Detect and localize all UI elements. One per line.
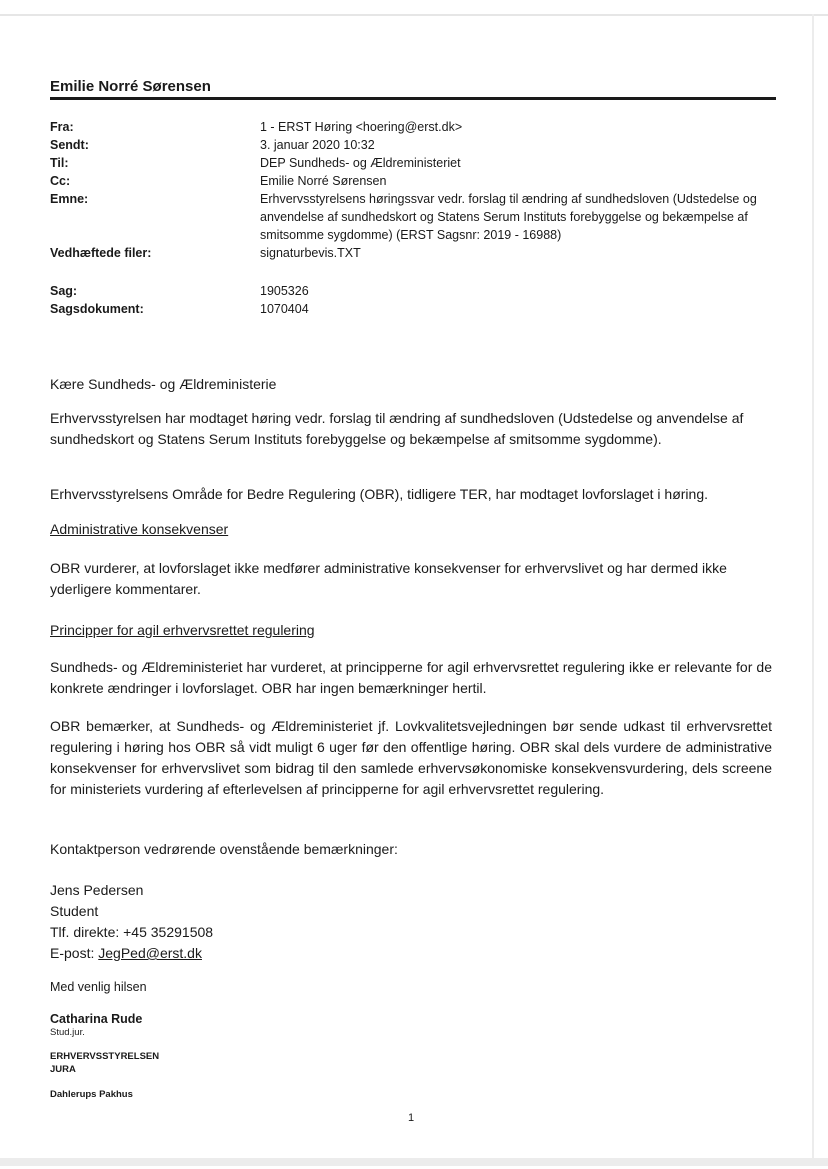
cc-label: Cc:: [50, 174, 71, 188]
meta-row-to: [50, 154, 780, 172]
subject-label: Emne:: [50, 192, 89, 206]
contact-email-line: [50, 943, 772, 964]
contact-email-link[interactable]: JegPed@erst.dk: [98, 945, 202, 961]
contact-block: [50, 880, 772, 964]
meta-row-attachments: [50, 244, 780, 262]
casedoc-value: 1070404: [260, 302, 309, 316]
case-label: Sag:: [50, 284, 78, 298]
scan-edge-right: [812, 14, 814, 1164]
meta-row-subject: [50, 190, 780, 244]
scan-edge-top: [0, 14, 828, 16]
header-name: Emilie Norré Sørensen: [50, 78, 211, 95]
contact-intro: Kontaktperson vedrørende ovenstående bemærkninger:: [50, 841, 398, 857]
paragraph-administrative: OBR vurderer, at lovforslaget ikke medfører administrative konsekvenser for erhvervslivet og har dermed ikke yderligere kommentarer.: [50, 560, 727, 597]
signature-org: ERHVERVSSTYRELSEN: [50, 1051, 160, 1062]
paragraph-intro: Erhvervsstyrelsen har modtaget høring vedr. forslag til ændring af sundhedsloven (Udstedelse og anvendelse af sundhedskort og Statens Serum Instituts forebyggelse og bekæmpelse af smitsomme sygdomme).: [50, 410, 744, 447]
signature-name: Catharina Rude: [50, 1012, 143, 1026]
to-label: Til:: [50, 156, 69, 170]
greeting: Kære Sundheds- og Ældreministerie: [50, 376, 277, 392]
meta-row-cc: [50, 172, 780, 190]
scan-edge-bottom: [0, 1158, 828, 1166]
heading-principles: Principper for agil erhvervsrettet regulering: [50, 622, 315, 638]
meta-row-casedoc: [50, 300, 780, 318]
signature-closing: Med venlig hilsen: [50, 980, 147, 994]
page-number: 1: [408, 1112, 415, 1124]
signature-address: Dahlerups Pakhus: [50, 1089, 133, 1100]
casedoc-label: Sagsdokument:: [50, 302, 144, 316]
paragraph-remarks: OBR bemærker, at Sundheds- og Ældreministeriet jf. Lovkvalitetsvejledningen bør sende udkast til erhvervsrettet regulering i høring hos OBR så vidt muligt 6 uger før den offentlige høring. OBR skal dels vurdere de administrative konsekvenser for erhvervslivet som bidrag til den samlede erhvervsøkonomiske konsekvensvurdering, dels screene for ministeriets vurdering af efterlevelsen af principperne for agil erhvervsrettet regulering.: [50, 718, 772, 797]
to-value: DEP Sundheds- og Ældreministeriet: [260, 156, 461, 170]
from-value: 1 - ERST Høring <hoering@erst.dk>: [260, 120, 463, 134]
meta-row-from: [50, 118, 780, 136]
attachments-label: Vedhæftede filer:: [50, 246, 152, 260]
attachments-value: signaturbevis.TXT: [260, 246, 361, 260]
contact-email-label: E-post:: [50, 945, 99, 961]
heading-administrative: Administrative konsekvenser: [50, 521, 229, 537]
signature-title: Stud.jur.: [50, 1027, 85, 1038]
contact-phone: Tlf. direkte: +45 35291508: [50, 924, 214, 940]
contact-role: Student: [50, 903, 99, 919]
sent-label: Sendt:: [50, 138, 89, 152]
signature-dept: JURA: [50, 1064, 76, 1075]
paragraph-principles: Sundheds- og Ældreministeriet har vurderet, at principperne for agil erhvervsrettet regulering ikke er relevante for de konkrete ændringer i lovforslaget. OBR har ingen bemærkninger hertil.: [50, 659, 772, 696]
email-metadata: [50, 118, 780, 318]
case-value: 1905326: [260, 284, 309, 298]
from-label: Fra:: [50, 120, 74, 134]
sent-value: 3. januar 2020 10:32: [260, 138, 375, 152]
paragraph-obr: Erhvervsstyrelsens Område for Bedre Regulering (OBR), tidligere TER, har modtaget lovforslaget i høring.: [50, 486, 709, 502]
meta-row-sent: [50, 136, 780, 154]
subject-value: Erhvervsstyrelsens høringssvar vedr. forslag til ændring af sundhedsloven (Udstedelse og anvendelse af sundhedskort og Statens Serum Instituts forebyggelse og bekæmpelse af smitsomme sygdomme) (ERST Sagsnr: 2019 - 16988): [260, 192, 757, 242]
cc-value: Emilie Norré Sørensen: [260, 174, 387, 188]
header-rule: [50, 97, 776, 100]
contact-name: Jens Pedersen: [50, 882, 144, 898]
meta-row-case: [50, 282, 780, 300]
